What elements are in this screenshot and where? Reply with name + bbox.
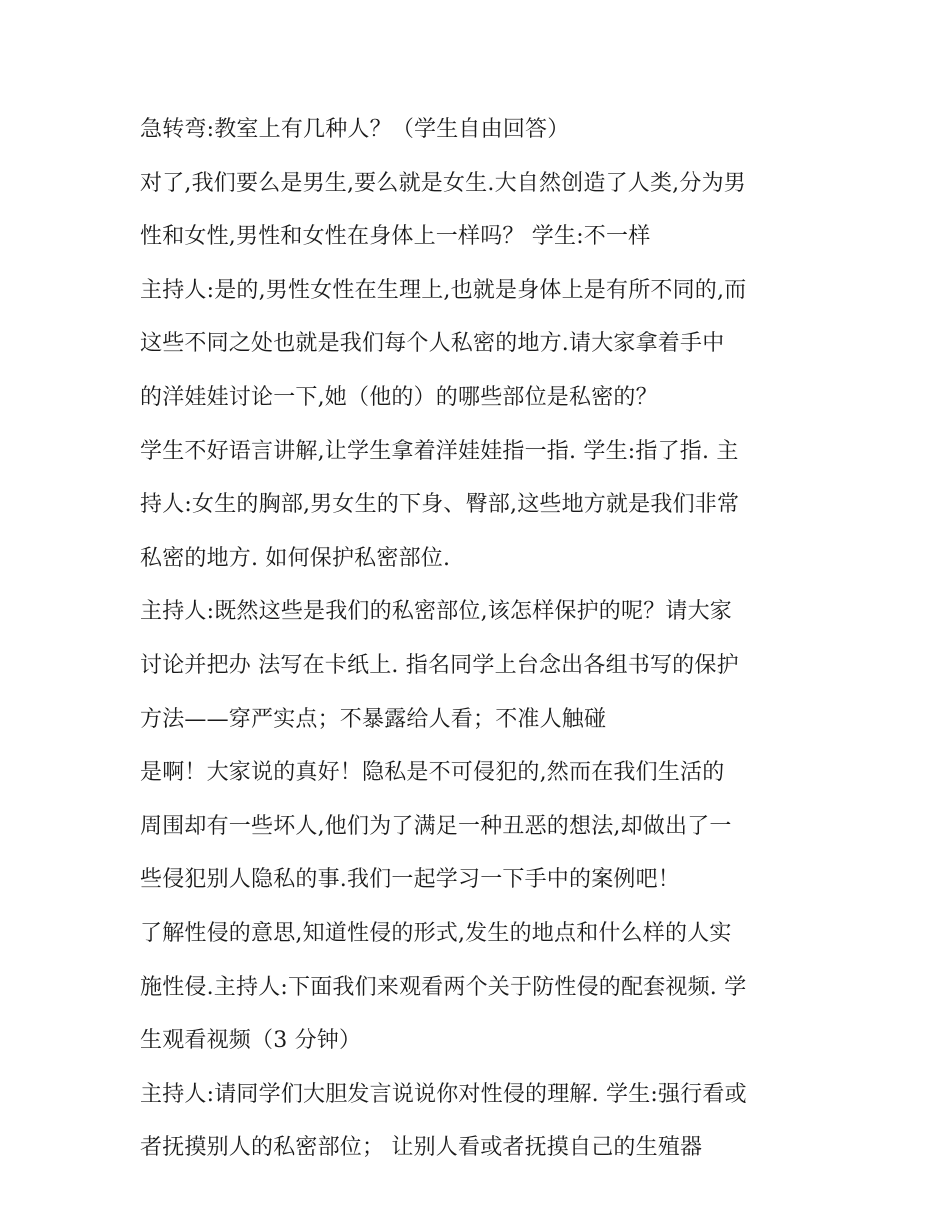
document-body: [140, 110, 820, 1182]
text-line: 些侵犯别人隐私的事.我们一起学习一下手中的案例吧！: [140, 867, 680, 893]
text-line: 者抚摸别人的私密部位； 让别人看或者抚摸自己的生殖器: [140, 1135, 703, 1161]
text-line: 主持人:请同学们大胆发言说说你对性侵的理解. 学生:强行看或: [140, 1081, 747, 1107]
text-line: 是啊！大家说的真好！隐私是不可侵犯的,然而在我们生活的: [140, 760, 725, 786]
text-line: 对了,我们要么是男生,要么就是女生.大自然创造了人类,分为男: [140, 170, 746, 196]
text-line: 持人:女生的胸部,男女生的下身、臀部,这些地方就是我们非常: [140, 492, 740, 518]
text-line: 学生不好语言讲解,让学生拿着洋娃娃指一指. 学生:指了指. 主: [140, 438, 739, 464]
text-line: 方法——穿严实点；不暴露给人看；不准人触碰: [140, 706, 607, 732]
text-line: 讨论并把办 法写在卡纸上. 指名同学上台念出各组书写的保护: [140, 652, 739, 678]
text-line: 的洋娃娃讨论一下,她（他的）的哪些部位是私密的？: [140, 384, 658, 410]
text-line: 施性侵.主持人:下面我们来观看两个关于防性侵的配套视频. 学: [140, 974, 747, 1000]
text-line: 了解性侵的意思,知道性侵的形式,发生的地点和什么样的人实: [140, 920, 732, 946]
text-line: 周围却有一些坏人,他们为了满足一种丑恶的想法,却做出了一: [140, 813, 732, 839]
text-line: 急转弯:教室上有几种人？（学生自由回答）: [140, 117, 570, 142]
text-line: 主持人:既然这些是我们的私密部位,该怎样保护的呢？请大家: [140, 599, 733, 625]
text-line: 主持人:是的,男性女性在生理上,也就是身体上是有所不同的,而: [140, 277, 747, 303]
text-line: 私密的地方. 如何保护私密部位.: [140, 545, 451, 571]
text-line: 这些不同之处也就是我们每个人私密的地方.请大家拿着手中: [140, 331, 725, 357]
text-line: 性和女性,男性和女性在身体上一样吗？ 学生:不一样: [140, 224, 651, 250]
text-line: 生观看视频（3 分钟）: [140, 1028, 362, 1054]
